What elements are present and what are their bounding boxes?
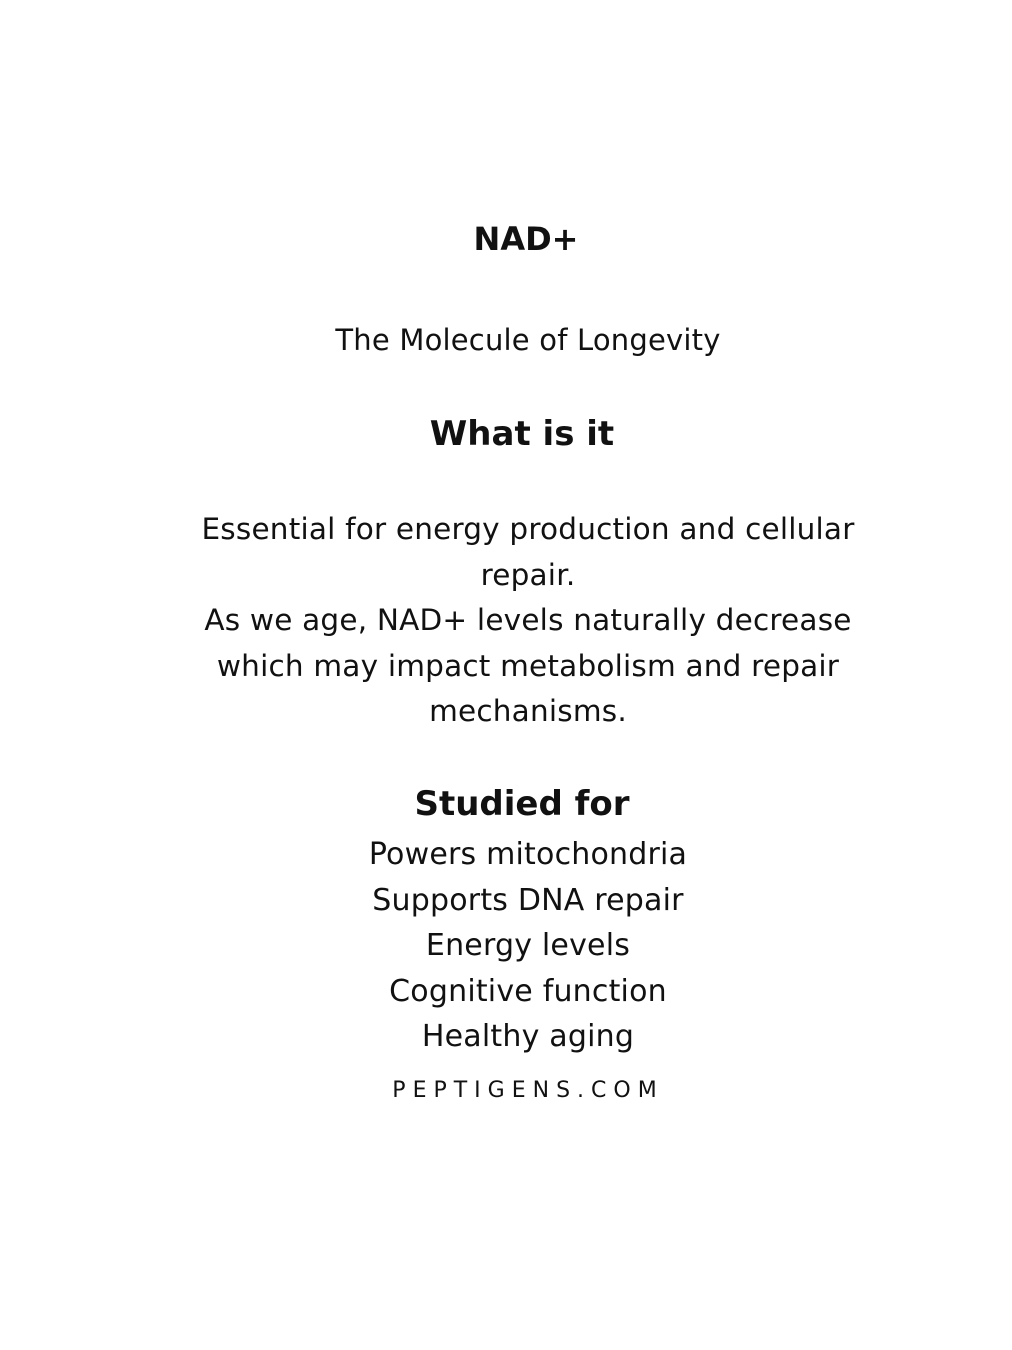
list-item: Energy levels: [425, 928, 631, 963]
description-line: Essential for energy production and cellular: [201, 512, 855, 546]
list-item: Cognitive function: [389, 973, 667, 1009]
list-item: Powers mitochondria: [368, 837, 688, 872]
page-title: NAD+: [473, 220, 579, 258]
what-is-it-description: [22, 507, 1012, 735]
studied-for-heading: Studied for: [414, 784, 630, 824]
what-is-it-heading: What is it: [429, 414, 615, 454]
website-footer: PEPTIGENS.COM: [392, 1078, 664, 1103]
subtitle: The Molecule of Longevity: [335, 323, 721, 357]
list-item: Healthy aging: [421, 1019, 635, 1054]
description-line: As we age, NAD+ levels naturally decrease: [204, 603, 852, 637]
description-line: mechanisms.: [429, 694, 627, 728]
description-line: repair.: [480, 557, 576, 592]
list-item: Supports DNA repair: [372, 882, 684, 918]
description-line: which may impact metabolism and repair: [216, 648, 840, 683]
studied-for-list: [22, 832, 1012, 1060]
